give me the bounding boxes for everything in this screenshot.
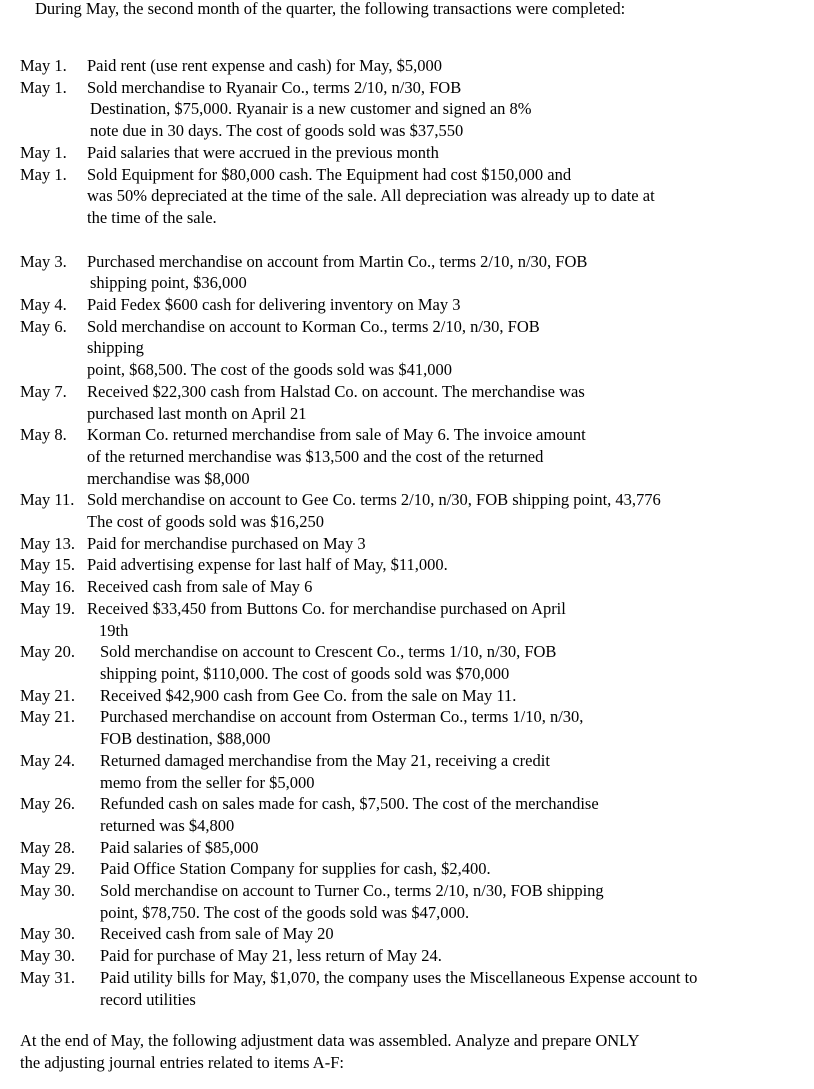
transaction-item [20,142,800,164]
transaction-description [87,77,800,142]
transaction-date: May 6. [20,316,67,336]
transaction-line: purchased last month on April 21 [87,403,307,423]
transaction-item [20,294,800,316]
transaction-date: May 21. [20,685,75,705]
transaction-description [100,880,800,923]
transaction-item [20,576,800,598]
transaction-item [20,316,800,381]
transaction-description [87,598,800,641]
transaction-line: the time of the sale. [87,207,217,227]
transaction-date: May 1. [20,164,67,184]
transaction-date: May 13. [20,533,75,553]
transaction-line: Received cash from sale of May 6 [87,577,313,597]
transaction-date: May 15. [20,555,75,575]
transaction-item [20,381,800,424]
transaction-description [87,533,800,555]
transaction-date: May 1. [20,142,67,162]
transaction-line: FOB destination, $88,000 [100,729,271,749]
transactions-list [20,55,800,1010]
transaction-item [20,641,800,684]
transaction-description [87,554,800,576]
transaction-item [20,533,800,555]
transaction-line: Paid for merchandise purchased on May 3 [87,533,366,553]
transaction-description [100,685,800,707]
transaction-date: May 26. [20,794,75,814]
transaction-date: May 3. [20,251,67,271]
transaction-line: Sold merchandise on account to Turner Co., terms 2/10, n/30, FOB shipping [100,881,604,901]
transaction-line: Refunded cash on sales made for cash, $7,500. The cost of the merchandise [100,794,599,814]
closing-paragraph [20,1030,640,1073]
transaction-line: Paid salaries that were accrued in the previous month [87,142,439,162]
transaction-item [20,489,800,532]
transaction-line: of the returned merchandise was $13,500 and the cost of the returned [87,446,544,466]
transaction-description [87,294,800,316]
transaction-line: Paid Office Station Company for supplies for cash, $2,400. [100,859,491,879]
transaction-item [20,945,800,967]
transaction-description [87,316,800,381]
transaction-line: Paid for purchase of May 21, less return of May 24. [100,946,442,966]
transaction-line: Received $42,900 cash from Gee Co. from the sale on May 11. [100,685,517,705]
transaction-line: Purchased merchandise on account from Osterman Co., terms 1/10, n/30, [100,707,584,727]
transaction-item [20,554,800,576]
transaction-date: May 24. [20,750,75,770]
transaction-line: Returned damaged merchandise from the May 21, receiving a credit [100,750,550,770]
transaction-description [100,858,800,880]
transaction-line: returned was $4,800 [100,815,235,835]
transaction-date: May 19. [20,598,75,618]
transaction-date: May 8. [20,425,67,445]
transaction-line: Korman Co. returned merchandise from sale of May 6. The invoice amount [87,425,586,445]
transaction-description [100,923,800,945]
transaction-description [87,381,800,424]
transaction-line: Paid advertising expense for last half of May, $11,000. [87,555,448,575]
transaction-date: May 11. [20,490,75,510]
transaction-line: Purchased merchandise on account from Martin Co., terms 2/10, n/30, FOB [87,251,588,271]
transaction-date: May 30. [20,881,75,901]
transaction-description [87,424,800,489]
transaction-line: Paid rent (use rent expense and cash) for May, $5,000 [87,56,442,75]
transaction-line: record utilities [100,989,196,1009]
transaction-line: Received cash from sale of May 20 [100,924,334,944]
transaction-date: May 30. [20,924,75,944]
transaction-item [20,793,800,836]
transaction-description [87,576,800,598]
transaction-line: The cost of goods sold was $16,250 [87,512,324,532]
transaction-line: Sold Equipment for $80,000 cash. The Equipment had cost $150,000 and [87,164,572,184]
transaction-line: Sold merchandise on account to Crescent Co., terms 1/10, n/30, FOB [100,642,557,662]
transaction-description [87,55,800,77]
transaction-line: Destination, $75,000. Ryanair is a new customer and signed an 8% [90,99,532,119]
transaction-description [87,251,800,294]
transaction-date: May 20. [20,642,75,662]
paragraph-gap [20,229,800,251]
transaction-line: 19th [99,620,129,640]
transaction-description [100,793,800,836]
transaction-line: Received $22,300 cash from Halstad Co. on account. The merchandise was [87,381,585,401]
transaction-line: point, $78,750. The cost of the goods sold was $47,000. [100,902,470,922]
transaction-line: Sold merchandise to Ryanair Co., terms 2/10, n/30, FOB [87,77,462,97]
transaction-description [100,706,800,749]
transaction-line: shipping [87,338,144,358]
transaction-date: May 28. [20,837,75,857]
transaction-item [20,598,800,641]
transaction-line: shipping point, $110,000. The cost of goods sold was $70,000 [100,663,510,683]
transaction-description [100,945,800,967]
transaction-item [20,750,800,793]
transaction-description [87,489,800,532]
transaction-item [20,251,800,294]
transaction-item [20,837,800,859]
transaction-line: Paid salaries of $85,000 [100,837,259,857]
transaction-line: Sold merchandise on account to Korman Co., terms 2/10, n/30, FOB [87,316,540,336]
transaction-item [20,880,800,923]
transaction-item [20,164,800,229]
transaction-description [100,641,800,684]
transaction-item [20,55,800,77]
transaction-line: shipping point, $36,000 [90,273,247,293]
intro-text: During May, the second month of the quarter, the following transactions were completed: [35,0,626,18]
transaction-description [87,164,800,229]
transaction-line: was 50% depreciated at the time of the sale. All depreciation was already up to date at [87,186,655,206]
transaction-item [20,706,800,749]
transaction-date: May 30. [20,946,75,966]
transaction-date: May 1. [20,77,67,97]
transaction-date: May 21. [20,707,75,727]
transaction-date: May 16. [20,577,75,597]
transaction-line: memo from the seller for $5,000 [100,772,315,792]
transaction-date: May 7. [20,381,67,401]
transaction-line: Paid utility bills for May, $1,070, the company uses the Miscellaneous Expense account to [100,967,698,987]
transaction-item [20,858,800,880]
transaction-line: Sold merchandise on account to Gee Co. terms 2/10, n/30, FOB shipping point, 43,776 [87,490,661,510]
closing-line: the adjusting journal entries related to items A-F: [20,1052,344,1072]
transaction-line: Paid Fedex $600 cash for delivering inventory on May 3 [87,295,461,315]
transaction-description [87,142,800,164]
transaction-line: Received $33,450 from Buttons Co. for merchandise purchased on April [87,598,566,618]
transaction-description [100,750,800,793]
transaction-item [20,967,800,1010]
closing-line: At the end of May, the following adjustment data was assembled. Analyze and prepare ONLY [20,1031,640,1050]
transaction-date: May 1. [20,56,67,75]
transaction-line: point, $68,500. The cost of the goods sold was $41,000 [87,360,452,380]
transaction-item [20,77,800,142]
transaction-line: merchandise was $8,000 [87,468,250,488]
transaction-date: May 29. [20,859,75,879]
transaction-date: May 4. [20,295,67,315]
transaction-item [20,685,800,707]
transaction-description [100,837,800,859]
transaction-item [20,424,800,489]
transaction-item [20,923,800,945]
transaction-date: May 31. [20,967,75,987]
transaction-description [100,967,800,1010]
transaction-line: note due in 30 days. The cost of goods sold was $37,550 [90,121,464,141]
